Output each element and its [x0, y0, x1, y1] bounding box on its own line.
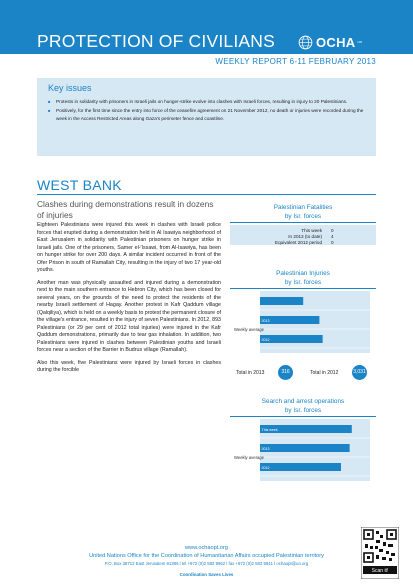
- report-period: WEEKLY REPORT 6-11 FEBRUARY 2013: [215, 57, 376, 66]
- qr-label: Scan it!: [371, 568, 389, 575]
- fatalities-row-value: 0: [331, 228, 334, 233]
- key-issue-item: ■ Protests in solidarity with prisoners in Israeli jails on hunger-strike evolve into clashes with Israeli forces, resulting in injury to 20 Palestinians.: [48, 98, 370, 105]
- section-divider: [37, 194, 376, 195]
- injuries-subtitle: by Isr. forces: [284, 279, 322, 286]
- fatalities-row-label: This week: [301, 228, 322, 233]
- fatalities-panel: [230, 225, 376, 245]
- article-body: [37, 222, 221, 380]
- article-subheading: Clashes during demonstrations result in dozens of injuries: [37, 199, 214, 220]
- report-title: PROTECTION OF CIVILIANS: [37, 31, 275, 51]
- key-issues-box: [37, 78, 376, 156]
- key-issues-list: [48, 98, 370, 124]
- fatalities-divider: [230, 222, 376, 223]
- key-issues-title: Key issues: [48, 83, 92, 93]
- search-ops-avg-label: Weekly average: [234, 455, 264, 460]
- injuries-total-2013-label: Total in 2013: [236, 370, 265, 376]
- search-ops-bar: [260, 463, 341, 471]
- fatalities-row-label: In 2013 (to date): [288, 234, 322, 239]
- footer-address: P.O. Box 38712 East Jerusalem 91386 l tel +972 (0)2 582 9962 l fax +972 (0)2 582 5841 l ochaopt@un.org: [104, 561, 309, 566]
- search-ops-bar-label: 2012: [261, 466, 270, 470]
- search-ops-bar-label: 2013: [261, 447, 270, 451]
- footer-organization: United Nations Office for the Coordination of Humanitarian Affairs occupied Palestinian territory: [89, 553, 324, 559]
- ocha-logo-text: OCHA: [316, 34, 356, 50]
- fatalities-title: Palestinian Fatalities: [273, 204, 333, 211]
- injuries-divider: [230, 288, 376, 289]
- fatalities-subtitle: by Isr. forces: [284, 213, 322, 220]
- injuries-total-2013: 316: [278, 365, 293, 380]
- ocha-logo: [298, 32, 362, 52]
- injuries-total-2012: 3,031: [352, 365, 367, 380]
- qr-code-icon[interactable]: [361, 527, 399, 579]
- search-ops-title: Search and arrest operations: [261, 398, 345, 405]
- injuries-avg-label: Weekly average: [234, 327, 264, 332]
- injuries-chart: [230, 291, 376, 385]
- injuries-title: Palestinian Injuries: [276, 270, 330, 277]
- search-ops-subtitle: by Isr. forces: [284, 407, 322, 414]
- fatalities-row-label: Equivalent 2012 period: [275, 240, 322, 245]
- body-paragraph: Also this week, five Palestinians were injured by Israeli forces in clashes during the forcible: [37, 359, 221, 373]
- body-paragraph: Another man was physically assaulted and injured during a demonstration next to the main southern entrance to Hebron City, which has been closed for several years, on the grounds of the need to protect the residents of the nearby Israeli settlement of Hagay. Another protest in Kafr Qaddum village (Qalqiliya), which is held on a weekly basis to protest the permanent closure of the village's entrance, resulted in the injury of seven Palestinians. In 2012, 893 Palestinians (or 29 per cent of 2012 total injuries) were injured in the Kafr Qaddum demonstrations, primarily due to tear gas inhalation. In addition, two Palestinians were injured in clashes between Palestinian youths and Israeli forces near a section of the Barrier in Budrus village (Ramallah).: [37, 279, 222, 353]
- section-title: WEST BANK: [37, 177, 122, 193]
- injuries-bar-chart: [230, 291, 376, 353]
- report-header: [0, 0, 413, 54]
- footer-url[interactable]: www.ochaopt.org: [185, 545, 228, 551]
- ocha-logo-sub: un: [357, 39, 362, 44]
- body-paragraph: Eighteen Palestinians were injured this week in clashes with Israeli police forces that erupted during a demonstration held in Al Isawiya neighborhood of East Jerusalem in solidarity with Palestinian prisoners on hunger strike in Israeli jails. One of the prisoners, Samer el-'Issawi, from Al-Isawiya, has been on hunger strike for over 200 days. A similar incident occurred in front of the Ofer Prison in south of Ramallah City, resulting in the injury of two 17 year-old youths.: [37, 222, 221, 273]
- search-ops-divider: [230, 416, 376, 417]
- un-globe-icon: [298, 35, 313, 50]
- search-ops-chart: [230, 419, 376, 483]
- injuries-total-2012-label: Total in 2012: [310, 370, 339, 376]
- injuries-bar: [260, 297, 303, 305]
- fatalities-row-value: 0: [331, 240, 334, 245]
- fatalities-row-value: 4: [331, 234, 334, 239]
- injuries-bar-label: 2013: [261, 319, 270, 323]
- injuries-bar-label: 2012: [261, 338, 270, 342]
- search-ops-bar: [260, 444, 350, 452]
- search-ops-bar-chart: [230, 419, 376, 481]
- footer-tagline: Coordination Saves Lives: [179, 572, 234, 577]
- key-issue-item: ■ Positively, for the first time since the entry into force of the ceasefire agreement on 21 November 2012, no death or injuries were recorded during the week in the Access Restricted Areas along Gaza's perimeter fence and coastline.: [48, 107, 370, 122]
- search-ops-bar-label: This week: [261, 428, 278, 432]
